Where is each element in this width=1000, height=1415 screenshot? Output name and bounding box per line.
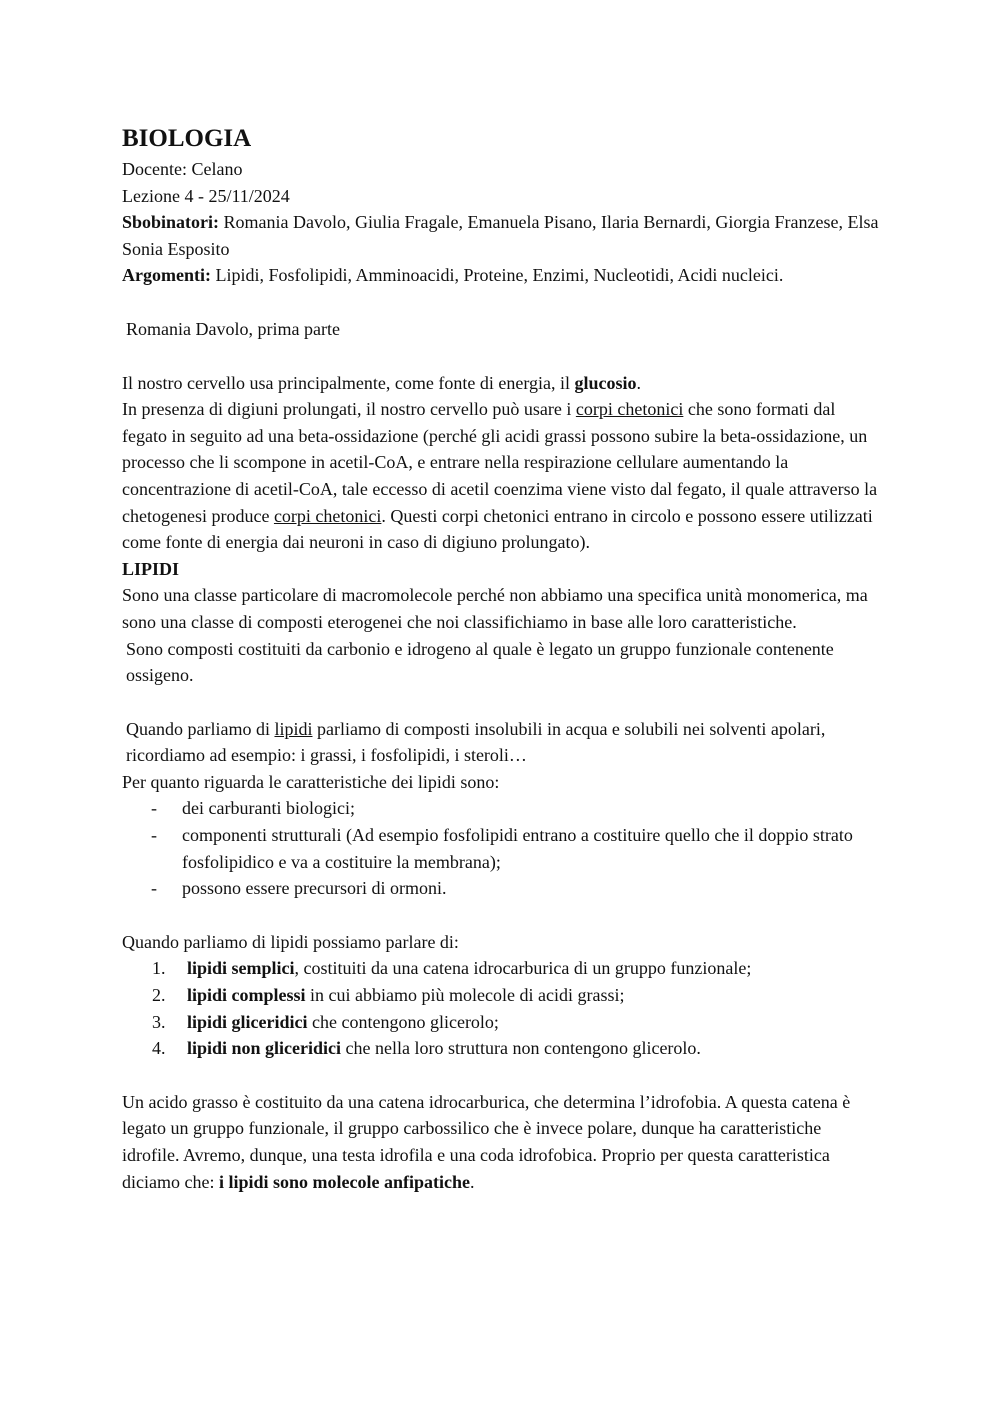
- number-marker: 1.: [152, 958, 166, 979]
- intro-p2-text: In presenza di digiuni prolungati, il nostro cervello può usare i: [122, 399, 576, 420]
- section-author: Romania Davolo, prima parte: [126, 318, 340, 339]
- number-marker: 4.: [152, 1038, 166, 1059]
- glucosio-term: glucosio: [574, 372, 637, 393]
- lipid-types-list: [122, 955, 882, 1061]
- spacer: [122, 289, 882, 316]
- spacer: [122, 902, 882, 929]
- sbobinatori-value: Romania Davolo, Giulia Fragale, Emanuela Pisano, Ilaria Bernardi, Giorgia Franzese, Elsa Sonia Esposito: [122, 212, 879, 259]
- list-item-text: in cui abbiamo più molecole di acidi grassi;: [305, 985, 625, 1006]
- list-item: [122, 1009, 882, 1036]
- list-item-text: che nella loro struttura non contengono glicerolo.: [341, 1038, 701, 1059]
- list-item-text: dei carburanti biologici;: [182, 798, 355, 819]
- intro-p2-text-2: che sono formati dal fegato in seguito ad una beta-ossidazione (perché gli acidi grassi possono subire la beta-ossidazione, un processo che li scompone in acetil-CoA, e entrare nella respirazione cellulare aumentando la concentrazione di acetil-CoA, tale eccesso di acetil coenzima viene visto dal fegato, il quale attraverso la chetogenesi produce: [122, 399, 878, 526]
- spacer: [122, 689, 882, 716]
- lipid-type-term: lipidi gliceridici: [187, 1011, 308, 1032]
- list-item: [122, 955, 882, 982]
- lipidi-p3-text: Quando parliamo di: [126, 718, 275, 739]
- lipidi-paragraph-2: Sono composti costituiti da carbonio e idrogeno al quale è legato un gruppo funzionale contenente ossigeno.: [126, 638, 834, 686]
- list-item: [122, 1035, 882, 1062]
- spacer: [122, 1062, 882, 1089]
- characteristics-list: [122, 795, 882, 901]
- argomenti-value: Lipidi, Fosfolipidi, Amminoacidi, Proteine, Enzimi, Nucleotidi, Acidi nucleici.: [210, 265, 784, 286]
- lipidi-paragraph-6: [122, 1089, 882, 1195]
- sbobinatori-label: Sbobinatori:: [122, 212, 220, 233]
- number-marker: 3.: [152, 1011, 166, 1032]
- number-marker: 2.: [152, 985, 166, 1006]
- dash-marker: -: [151, 798, 157, 819]
- list-item: [122, 822, 882, 875]
- docente-line: Docente: Celano: [122, 159, 243, 179]
- argomenti-label: Argomenti:: [122, 265, 211, 286]
- document-title: BIOLOGIA: [122, 125, 252, 152]
- lipidi-term: lipidi: [274, 718, 313, 739]
- dash-marker: -: [151, 878, 157, 899]
- sbobinatori-line: [122, 209, 882, 262]
- list-item-text: possono essere precursori di ormoni.: [182, 878, 447, 899]
- lipidi-paragraph-3: [122, 716, 882, 769]
- lipidi-heading-text: LIPIDI: [122, 558, 180, 579]
- lipidi-heading: [122, 556, 882, 583]
- document-page: [122, 122, 882, 1195]
- intro-paragraph-1: [122, 370, 882, 397]
- lipidi-paragraph-4: Per quanto riguarda le caratteristiche dei lipidi sono:: [122, 771, 500, 792]
- intro-p1-end: .: [636, 372, 642, 393]
- spacer: [122, 343, 882, 370]
- lipidi-p6-text: Un acido grasso è costituito da una catena idrocarburica, che determina l’idrofobia. A questa catena è legato un gruppo funzionale, il gruppo carbossilico che è invece polare, dunque ha caratteristiche idrofile. Avremo, dunque, una testa idrofila e una coda idrofobica. Proprio per questa caratteristica diciamo che:: [122, 1091, 851, 1192]
- lipidi-paragraph-5: Quando parliamo di lipidi possiamo parlare di:: [122, 931, 459, 952]
- lipidi-paragraph-1: Sono una classe particolare di macromolecole perché non abbiamo una specifica unità monomerica, ma sono una classe di composti eterogenei che noi classifichiamo in base alle loro caratteristiche.: [122, 585, 868, 632]
- intro-paragraph-2: [122, 396, 882, 556]
- lipid-type-term: lipidi non gliceridici: [187, 1038, 342, 1059]
- intro-p2-text-3: . Questi corpi chetonici entrano in circolo e possono essere utilizzati come fonte di energia dai neuroni in caso di digiuno prolungato).: [122, 505, 873, 553]
- list-item: [122, 795, 882, 822]
- argomenti-line: [122, 262, 882, 289]
- intro-p1-text: Il nostro cervello usa principalmente, come fonte di energia, il: [122, 372, 575, 393]
- lipidi-p3-text-2: parliamo di composti insolubili in acqua e solubili nei solventi apolari, ricordiamo ad esempio: i grassi, i fosfolipidi, i steroli…: [126, 718, 826, 766]
- list-item-text: , costituiti da una catena idrocarburica di un gruppo funzionale;: [294, 958, 752, 979]
- lipid-type-term: lipidi complessi: [187, 985, 306, 1006]
- dash-marker: -: [151, 825, 157, 846]
- list-item: [122, 875, 882, 902]
- list-item: [122, 982, 882, 1009]
- corpi-chetonici-term: corpi chetonici: [575, 399, 684, 420]
- list-item-text: componenti strutturali (Ad esempio fosfolipidi entrano a costituire quello che il doppio strato fosfolipidico e va a costituire la membrana);: [182, 825, 853, 872]
- lipid-type-term: lipidi semplici: [187, 958, 295, 979]
- list-item-text: che contengono glicerolo;: [307, 1011, 499, 1032]
- corpi-chetonici-term-2: corpi chetonici: [273, 505, 382, 526]
- lezione-line: Lezione 4 - 25/11/2024: [122, 185, 290, 206]
- lipidi-p6-end: .: [469, 1171, 475, 1192]
- anfipatiche-term: i lipidi sono molecole anfipatiche: [218, 1171, 470, 1192]
